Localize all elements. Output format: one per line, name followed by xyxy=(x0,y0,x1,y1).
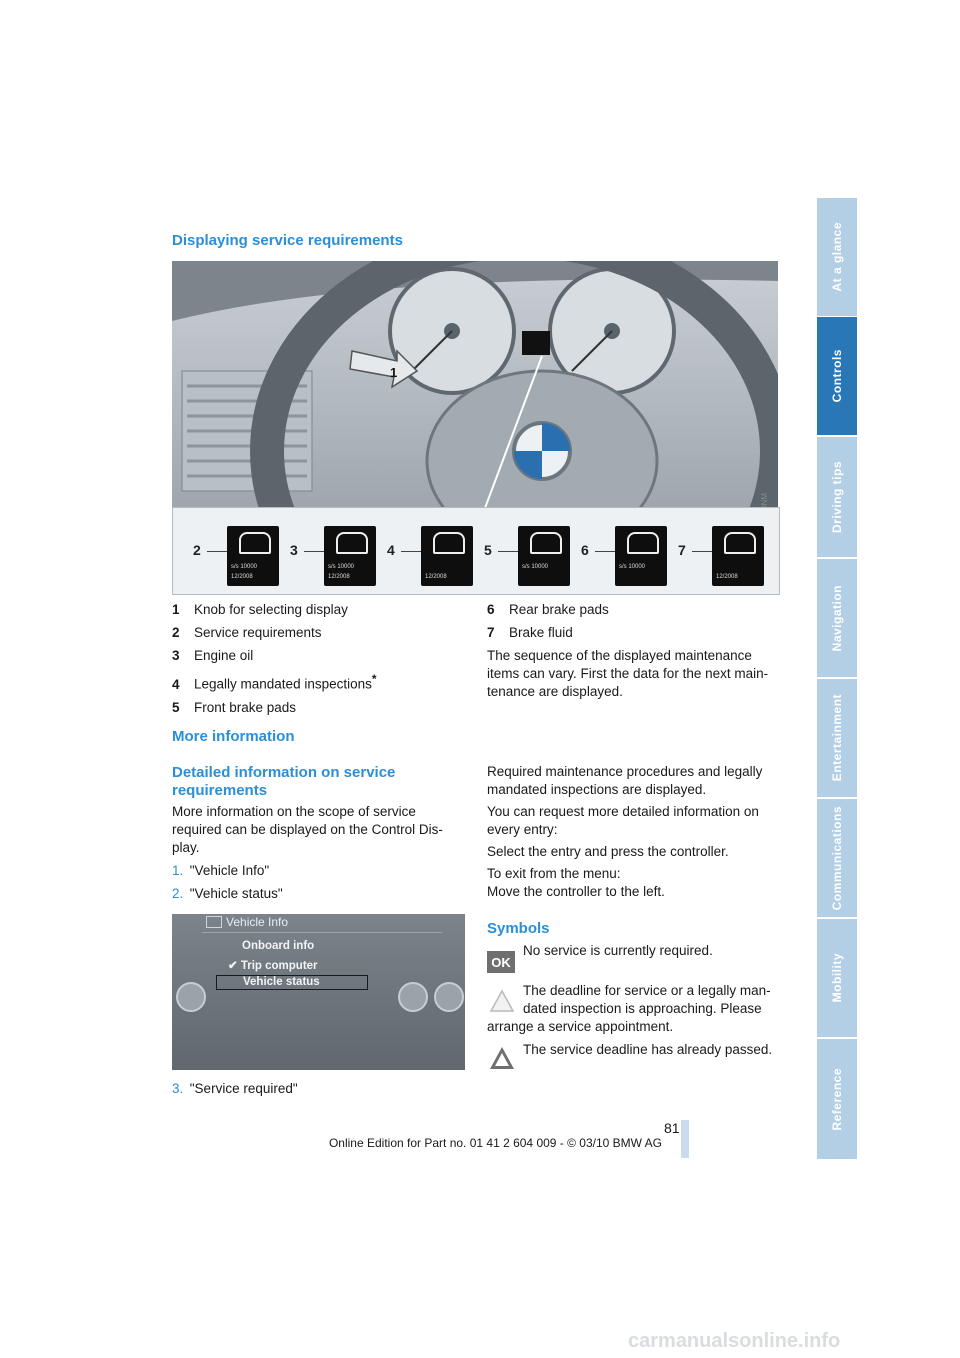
list-item: 6 Rear brake pads xyxy=(487,602,609,617)
step-item: 3. "Service required" xyxy=(172,1081,298,1096)
ok-symbol-icon: OK xyxy=(487,951,515,973)
right-column-text: Required maintenance procedures and legally mandated inspections are displayed. You can request more detailed information on every entry: Select the entry and press the controller. To exit from the menu: Move the controller to the left. xyxy=(487,764,763,899)
items-list-left xyxy=(172,601,472,717)
menu-item-trip-computer[interactable]: ✔ Trip computer xyxy=(228,960,318,972)
step-item: 1. "Vehicle Info" xyxy=(172,863,270,878)
service-symbols-legend xyxy=(172,507,780,595)
brake-fluid-icon: 12/2008 xyxy=(712,526,764,586)
side-tab-entertainment[interactable]: Entertainment xyxy=(817,679,857,799)
side-tab-at-a-glance[interactable]: At a glance xyxy=(817,198,857,318)
side-tab-mobility[interactable]: Mobility xyxy=(817,919,857,1039)
legend-item-2: 2 s/s 10000 12/2008 xyxy=(193,520,279,580)
rear-brake-pads-icon: s/s 10000 xyxy=(615,526,667,586)
edition-footer: Online Edition for Part no. 01 41 2 604 009 - © 03/10 BMW AG xyxy=(328,1136,662,1150)
check-icon: ✔ xyxy=(228,960,238,972)
list-item: 3 Engine oil xyxy=(172,648,254,663)
vehicle-info-icon xyxy=(206,916,222,928)
side-tab-controls[interactable]: Controls xyxy=(817,317,857,437)
control-display-screenshot xyxy=(172,914,465,1070)
callout-label-1: 1 xyxy=(390,365,398,380)
list-item: 7 Brake fluid xyxy=(487,625,573,640)
list-item: 1 Knob for selecting display xyxy=(172,602,348,617)
section-title-more-information: More information xyxy=(172,728,295,745)
legend-item-5: 5 s/s 10000 xyxy=(484,520,570,580)
side-tab-navigation[interactable]: Navigation xyxy=(817,559,857,679)
legend-item-3: 3 s/s 10000 12/2008 xyxy=(290,520,376,580)
optional-star: * xyxy=(371,672,377,686)
intro-text: More information on the scope of service required can be displayed on the Control Dis-play. xyxy=(172,804,443,855)
warning-triangle-filled-icon xyxy=(488,1045,516,1071)
list-item: 4 Legally mandated inspections* xyxy=(172,672,377,692)
side-tab-driving-tips[interactable]: Driving tips xyxy=(817,437,857,559)
menu-item-onboard-info[interactable]: Onboard info xyxy=(242,940,315,952)
list-item: 2 Service requirements xyxy=(172,625,322,640)
engine-oil-icon: s/s 10000 12/2008 xyxy=(324,526,376,586)
inspection-icon: 12/2008 xyxy=(421,526,473,586)
sequence-note: The sequence of the displayed maintenance items can vary. First the data for the next main-tenance are displayed. xyxy=(487,648,769,699)
symbol-deadline-approaching-text: The deadline for service or a legally man- dated inspection is approaching. Please arrange a service appointment. xyxy=(487,983,771,1034)
step-list xyxy=(172,862,283,903)
section-title-displaying-service: Displaying service requirements xyxy=(172,232,403,249)
items-list-right xyxy=(487,601,779,701)
service-requirements-icon: s/s 10000 12/2008 xyxy=(227,526,279,586)
step-item: 2. "Vehicle status" xyxy=(172,886,283,901)
legend-item-4: 4 12/2008 xyxy=(387,520,473,580)
menu-item-vehicle-status[interactable]: Vehicle status xyxy=(216,975,368,990)
watermark: carmanualsonline.info xyxy=(628,1330,841,1352)
list-item: 5 Front brake pads xyxy=(172,699,297,715)
subtitle-detailed-information: Detailed information on service requirements xyxy=(172,764,396,799)
button-right-icon xyxy=(434,982,464,1012)
page-number: 81 xyxy=(664,1120,680,1136)
screen-title-bar: Vehicle Info xyxy=(202,914,442,933)
page-marker-bar xyxy=(681,1120,689,1158)
controller-knob-left-icon xyxy=(176,982,206,1012)
side-tab-reference[interactable]: Reference xyxy=(817,1039,857,1161)
legend-item-7: 7 12/2008 xyxy=(678,520,764,580)
legend-item-6: 6 s/s 10000 xyxy=(581,520,667,580)
front-brake-pads-icon: s/s 10000 xyxy=(518,526,570,586)
side-tab-communications[interactable]: Communications xyxy=(817,799,857,919)
controller-knob-right-icon xyxy=(398,982,428,1012)
symbol-deadline-passed-text: The service deadline has already passed. xyxy=(523,1042,773,1057)
section-title-symbols: Symbols xyxy=(487,920,550,937)
symbol-no-service-text: No service is currently required. xyxy=(523,943,713,958)
